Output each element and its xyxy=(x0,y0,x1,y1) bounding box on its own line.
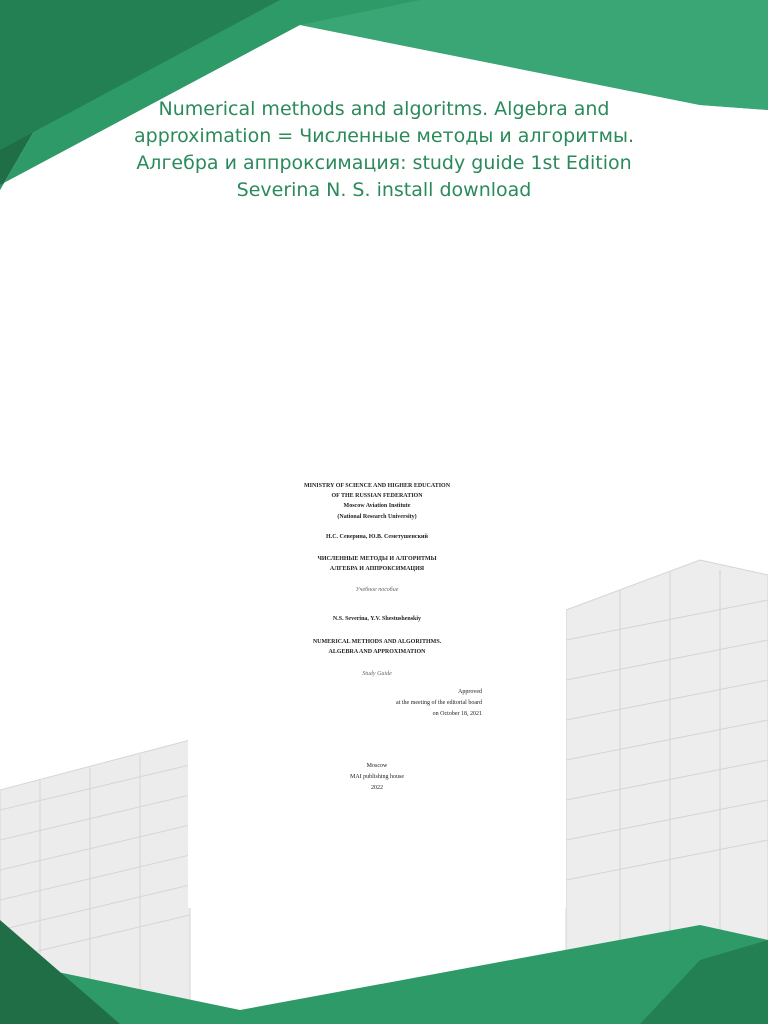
doc-year: 2022 xyxy=(371,785,383,791)
title-line-4: Severina N. S. install download xyxy=(236,179,532,201)
doc-title-en-1: NUMERICAL METHODS AND ALGORITHMS. xyxy=(312,639,442,645)
doc-authors-ru: Н.С. Северина, Ю.В. Семетушенский xyxy=(326,534,428,540)
doc-approved: Approved xyxy=(458,689,482,695)
doc-institute: Moscow Aviation Institute xyxy=(343,503,411,509)
doc-type-en: Study Guide xyxy=(362,671,392,677)
doc-title-ru-1: ЧИСЛЕННЫЕ МЕТОДЫ И АЛГОРИТМЫ xyxy=(317,556,437,562)
top-right-light-shape xyxy=(300,0,768,110)
doc-city: Moscow xyxy=(366,763,388,769)
title-line-1: Numerical methods and algoritms. Algebra and xyxy=(158,98,610,120)
doc-ministry: MINISTRY OF SCIENCE AND HIGHER EDUCATION xyxy=(303,483,451,489)
doc-type-ru: Учебное пособие xyxy=(355,587,399,593)
doc-approved-meeting: at the meeting of the editorial board xyxy=(396,700,482,706)
doc-title-ru-2: АЛГЕБРА И АППРОКСИМАЦИЯ xyxy=(329,566,425,572)
doc-authors-en: N.S. Severina, Y.V. Shestushenskiy xyxy=(332,616,422,622)
doc-university: (National Research University) xyxy=(337,514,417,520)
doc-federation: OF THE RUSSIAN FEDERATION xyxy=(331,493,423,499)
title-line-2: approximation = Численные методы и алгоритмы. xyxy=(133,125,635,147)
doc-publisher: MAI publishing house xyxy=(350,774,404,780)
title-line-3: Алгебра и аппроксимация: study guide 1st Edition xyxy=(136,152,632,174)
doc-approved-date: on October 18, 2021 xyxy=(432,711,482,717)
doc-title-en-2: ALGEBRA AND APPROXIMATION xyxy=(328,649,426,655)
page-title xyxy=(110,96,658,204)
document-preview xyxy=(188,468,566,908)
